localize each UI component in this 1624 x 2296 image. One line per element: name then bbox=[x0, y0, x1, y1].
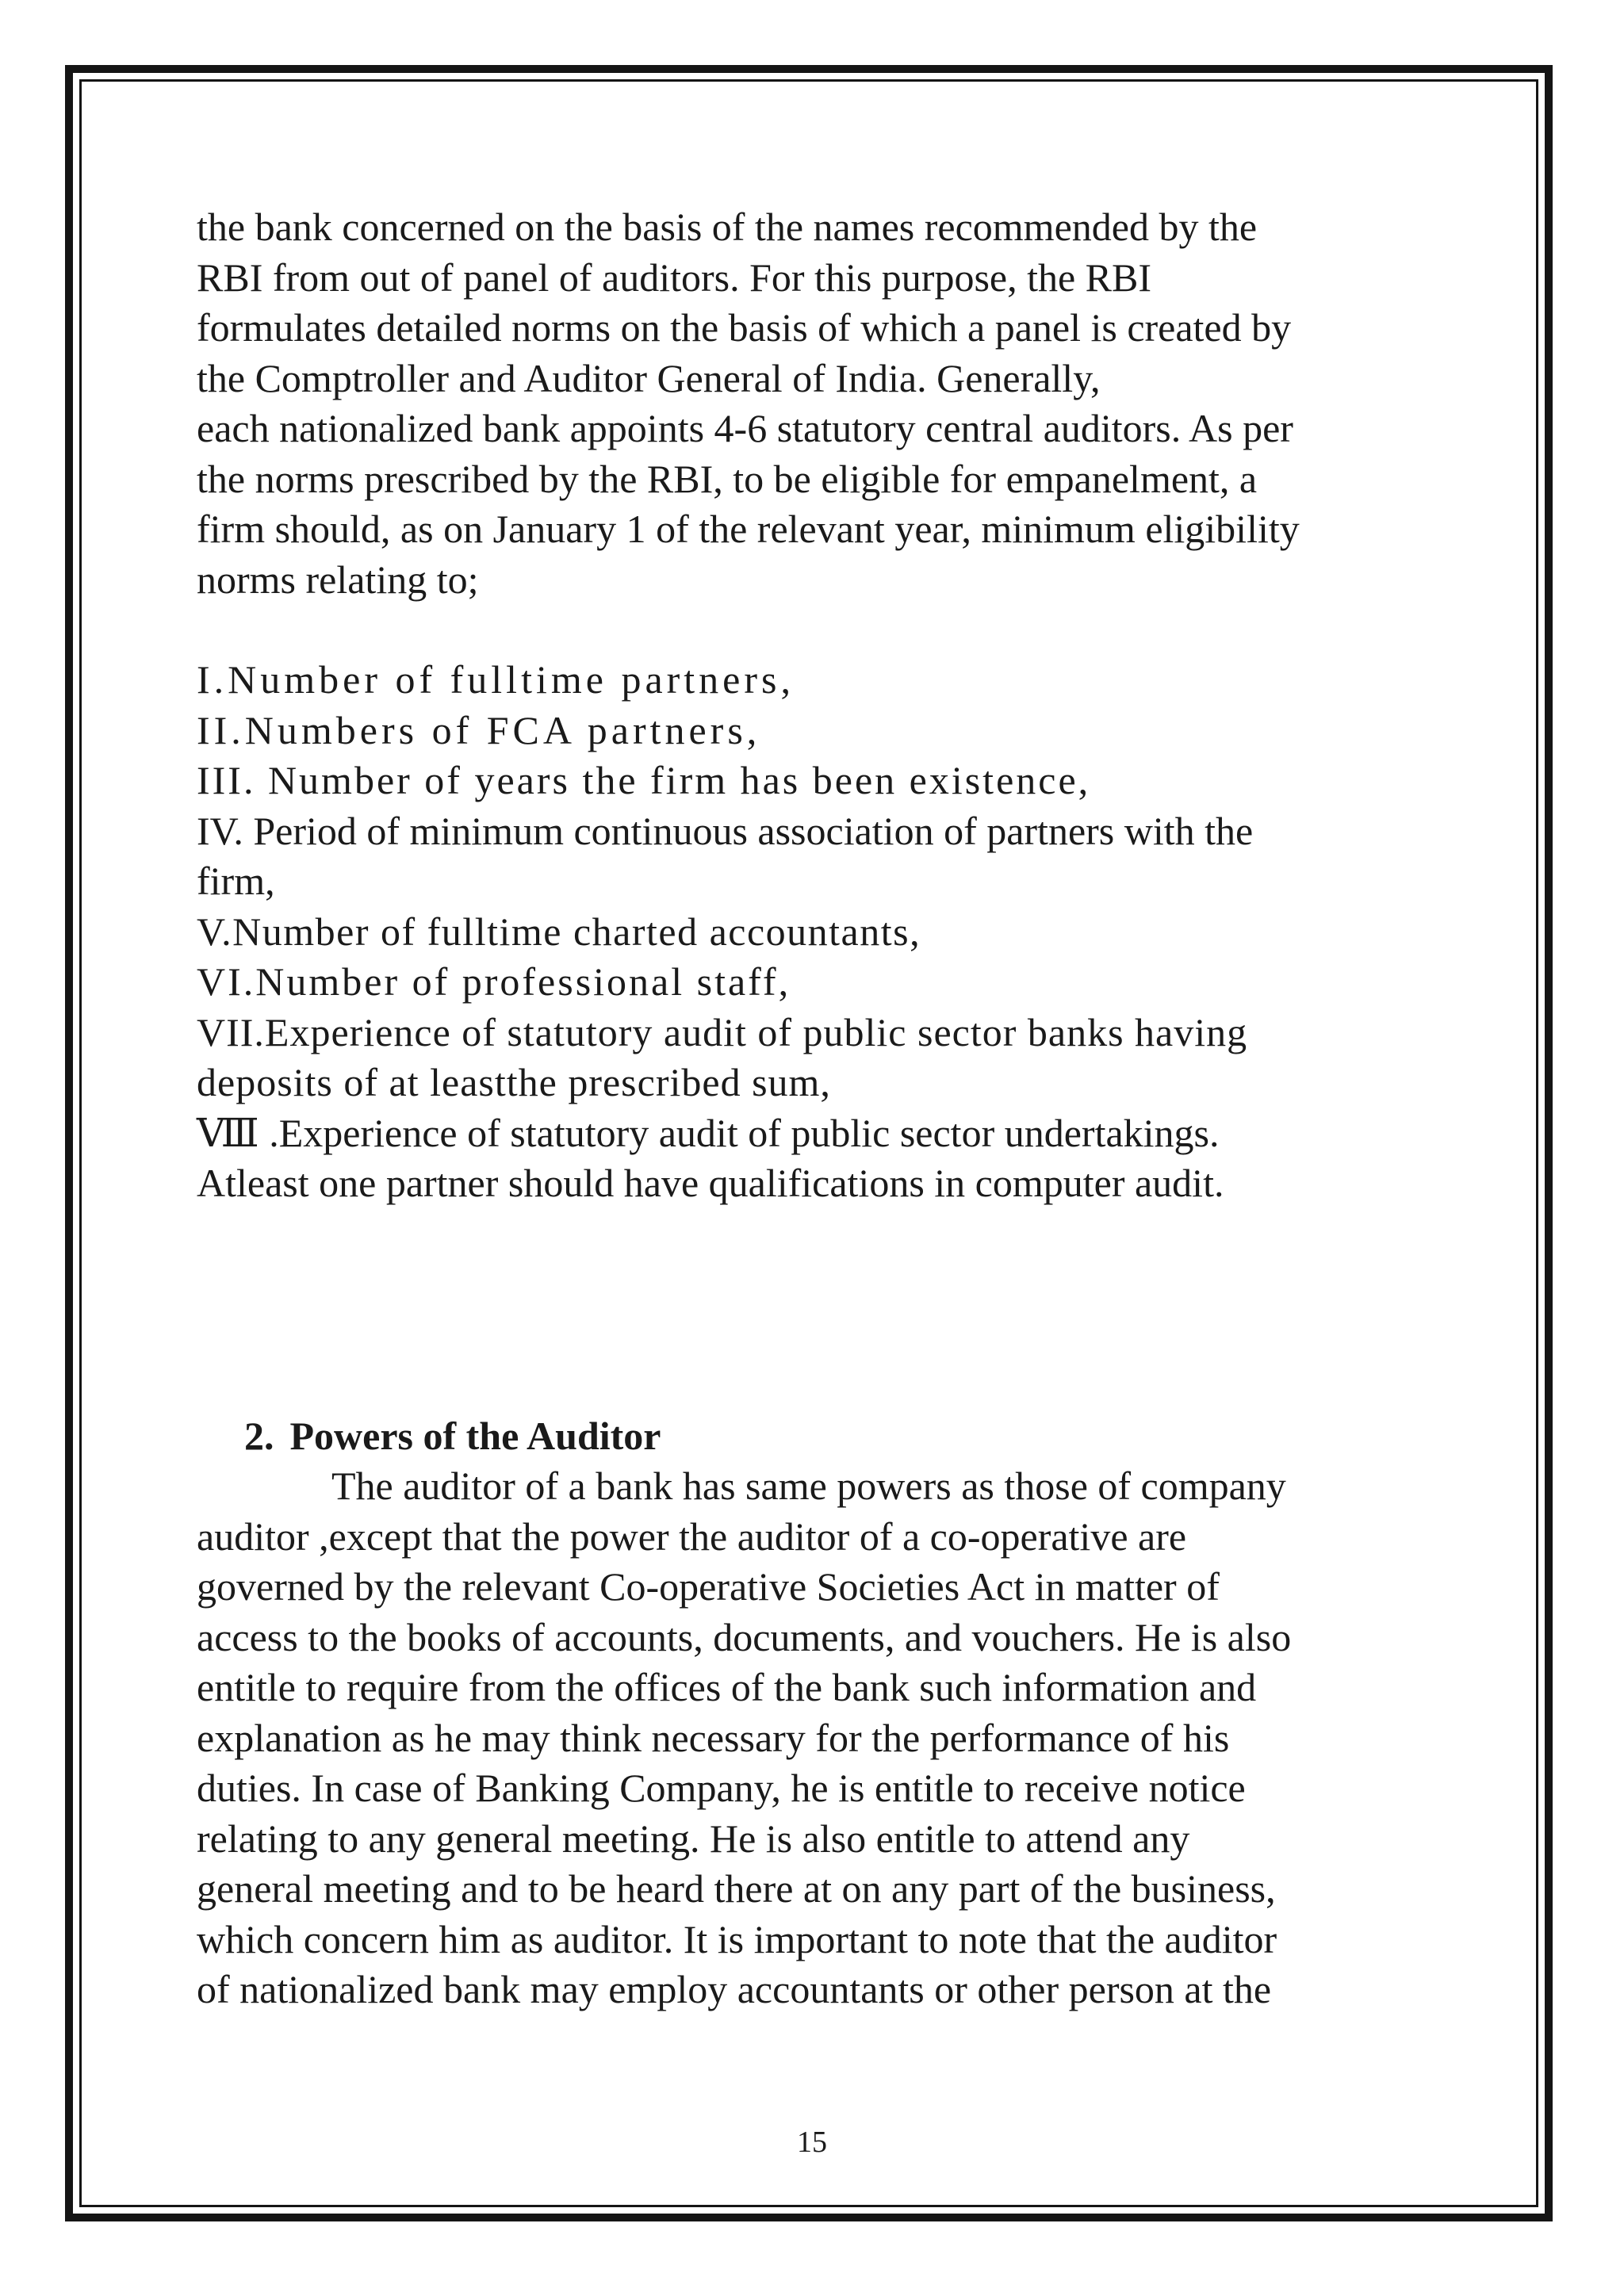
norm-item: firm, bbox=[197, 859, 275, 903]
text-line: the Comptroller and Auditor General of India. Generally, bbox=[197, 355, 1101, 400]
norm-item: IV. Period of minimum continuous association of partners with the bbox=[197, 808, 1254, 853]
text-line: firm should, as on January 1 of the relevant year, minimum eligibility bbox=[197, 507, 1300, 551]
text-line: The auditor of a bank has same powers as those of company bbox=[331, 1464, 1286, 1508]
eligibility-norms-list bbox=[197, 655, 1434, 1209]
norm-item: Atleast one partner should have qualifications in computer audit. bbox=[197, 1161, 1224, 1205]
norm-item: III. Number of years the firm has been existence, bbox=[197, 758, 1091, 802]
text-line: general meeting and to be heard there at on any part of the business, bbox=[197, 1866, 1276, 1911]
text-line: access to the books of accounts, documents, and vouchers. He is also bbox=[197, 1614, 1292, 1659]
text-line: RBI from out of panel of auditors. For this purpose, the RBI bbox=[197, 254, 1152, 300]
text-line: which concern him as auditor. It is important to note that the auditor bbox=[197, 1916, 1277, 1961]
norm-item: deposits of at leastthe prescribed sum, bbox=[197, 1060, 831, 1104]
norm-item: I.Number of fulltime partners, bbox=[197, 657, 795, 702]
section-title: Powers of the Auditor bbox=[289, 1413, 661, 1458]
norm-item: V.Number of fulltime charted accountants, bbox=[197, 909, 921, 954]
text-line: the norms prescribed by the RBI, to be eligible for empanelment, a bbox=[197, 456, 1258, 501]
text-line: governed by the relevant Co-operative Societies Act in matter of bbox=[197, 1564, 1220, 1609]
paragraph-appointment bbox=[197, 202, 1434, 605]
norm-item: II.Numbers of FCA partners, bbox=[197, 707, 761, 752]
text-line: relating to any general meeting. He is also entitle to attend any bbox=[197, 1816, 1190, 1861]
page-number: 15 bbox=[797, 2126, 827, 2159]
text-line: formulates detailed norms on the basis of which a panel is created by bbox=[197, 305, 1292, 350]
section-number: 2. bbox=[244, 1413, 274, 1458]
text-line: explanation as he may think necessary for the performance of his bbox=[197, 1715, 1230, 1760]
text-line: duties. In case of Banking Company, he is entitle to receive notice bbox=[197, 1766, 1246, 1810]
norm-item: Ⅷ .Experience of statutory audit of public sector undertakings. bbox=[197, 1110, 1220, 1155]
text-line: of nationalized bank may employ accountants or other person at the bbox=[197, 1967, 1272, 2011]
section-heading bbox=[244, 1411, 1434, 1462]
text-line: auditor ,except that the power the auditor of a co-operative are bbox=[197, 1513, 1187, 1559]
page-content bbox=[197, 202, 1434, 2015]
text-line: entitle to require from the offices of the bank such information and bbox=[197, 1665, 1257, 1709]
text-line: each nationalized bank appoints 4-6 statutory central auditors. As per bbox=[197, 406, 1293, 450]
norm-item: VII.Experience of statutory audit of public sector banks having bbox=[197, 1009, 1248, 1054]
paragraph-powers bbox=[197, 1461, 1434, 2015]
norm-item: VI.Number of professional staff, bbox=[197, 959, 791, 1004]
text-line: the bank concerned on the basis of the names recommended by the bbox=[197, 205, 1258, 249]
text-line: norms relating to; bbox=[197, 557, 479, 602]
